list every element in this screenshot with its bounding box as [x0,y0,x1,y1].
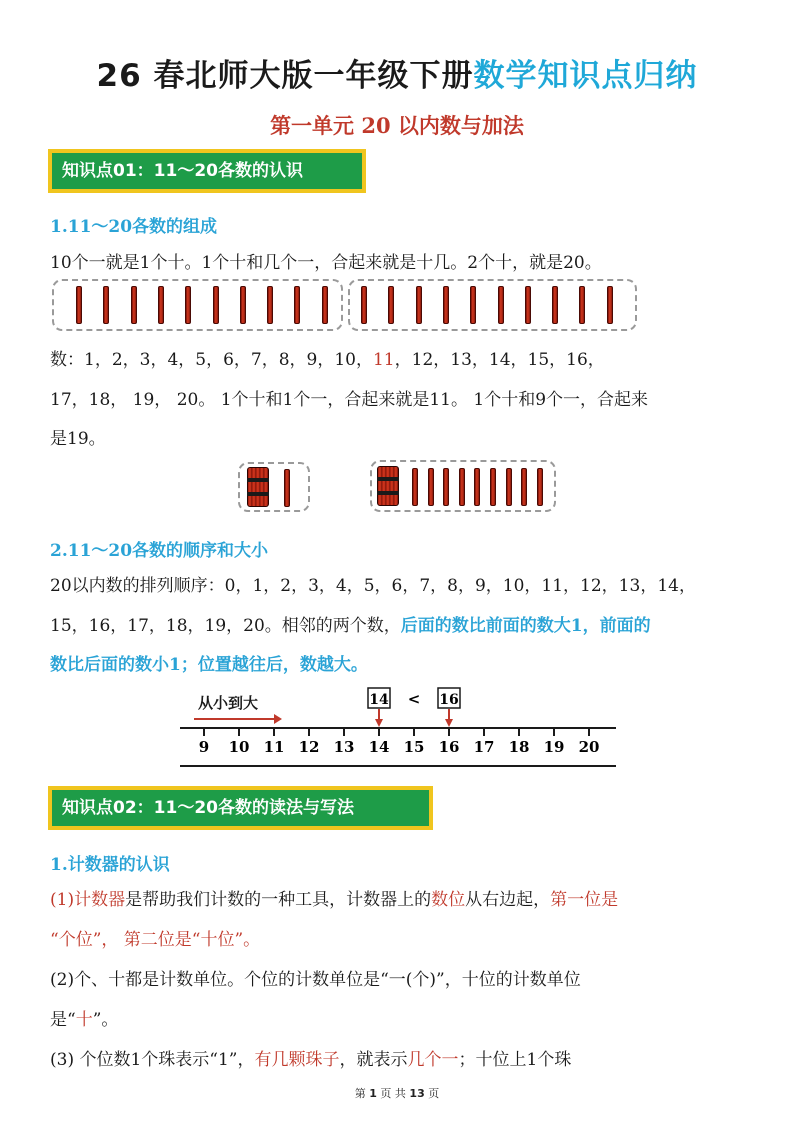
group-c-stick-icon [474,468,480,506]
number-line-figure [170,686,620,770]
ten-sticks-group [52,279,343,331]
group-b-stick-icon [525,286,531,324]
counter-line-1-c: 数位 [431,890,466,910]
tick-label: 9 [198,738,210,756]
compare-right-label: 16 [439,692,459,708]
counter-line-1-d: 从右边起， [465,890,551,910]
compare-left-label: 14 [369,692,389,708]
group-b-stick-icon [416,286,422,324]
bundle-of-ten-icon-2 [377,466,399,506]
counter-line-3: (2)个、十都是计数单位。个位的计数单位是“一(个)”，十位的计数单位 [50,970,581,990]
group-a-stick-icon [158,286,164,324]
compare-sign: < [407,690,421,708]
counter-line-5 [50,1050,571,1070]
number-line-compare [368,688,460,727]
counter-line-5-e: ；十位上1个珠 [458,1050,572,1070]
group-a-stick-icon [322,286,328,324]
count-line-1 [50,350,605,370]
tick-label: 10 [228,738,250,756]
footer-text-c: 页 [424,1087,440,1100]
group-b-stick-icon [470,286,476,324]
order-line-2-text: 15，16，17，18，19，20。相邻的两个数， [50,616,401,636]
composition-text: 10个一就是1个十。1个十和几个一，合起来就是十几。2个十，就是20。 [50,253,602,273]
unit-title: 第一单元 20 以内数与加法 [270,113,524,138]
page-title [0,50,794,95]
group-b-stick-icon [607,286,613,324]
group-a-stick-icon [185,286,191,324]
tick-label: 17 [473,738,495,756]
tick-label: 20 [578,738,600,756]
tick-label: 12 [298,738,320,756]
title-highlight: 数学知识点归纳 [473,58,698,94]
compare-right-pointer-icon [445,719,453,727]
counter-line-5-a: (3) 个位数1个珠表示“1”， [50,1050,255,1070]
counter-line-5-d: 几个一 [407,1050,459,1070]
group-a-stick-icon [240,286,246,324]
count-line-3: 是19。 [50,429,106,449]
group-c-stick-icon [506,468,512,506]
counter-line-1 [50,890,618,910]
tick-label: 16 [438,738,460,756]
bundle-19-group [370,460,556,512]
tick-label: 15 [403,738,425,756]
order-line-2-highlight: 后面的数比前面的数大1，前面的 [400,616,651,636]
group-b-stick-icon [443,286,449,324]
group-a-stick-icon [213,286,219,324]
counter-line-1-e: 第一位是 [550,890,619,910]
group-a-stick-icon [267,286,273,324]
count-line-1-text-a: 数：1，2，3，4，5，6，7，8，9，10， [50,350,373,370]
group-b-stick-icon [579,286,585,324]
footer-page-number: 1 [369,1087,377,1100]
ten-sticks-group-2 [348,279,637,331]
group-b-stick-icon [361,286,367,324]
footer-text-a: 第 [354,1087,370,1100]
footer-total-pages: 13 [409,1087,425,1100]
compare-left-pointer-icon [375,719,383,727]
tick-label: 13 [333,738,355,756]
count-line-1-text-b: ，12，13，14，15，16， [394,350,605,370]
counter-line-5-c: ，就表示 [339,1050,408,1070]
group-a-stick-icon [103,286,109,324]
direction-arrow-head-icon [274,714,282,724]
counter-line-2-b: 第二位是“十位”。 [118,930,261,950]
counter-line-4 [50,1010,118,1030]
single-stick-icon [284,469,290,507]
group-b-stick-icon [498,286,504,324]
group-c-stick-icon [412,468,418,506]
counter-line-1-b: 是帮助我们计数的一种工具，计数器上的 [125,890,432,910]
counter-line-2-a: “个位”， [50,930,119,950]
arrow-label: 从小到大 [198,694,259,712]
counter-line-1-a: (1)计数器 [50,890,126,910]
order-line-3-highlight: 数比后面的数小1；位置越往后，数越大。 [50,655,368,675]
section-heading-counter: 1.计数器的认识 [50,855,170,875]
section-heading-order: 2.11～20各数的顺序和大小 [50,541,269,561]
section-heading-composition: 1.11～20各数的组成 [50,217,218,237]
counter-line-4-a: 是“ [50,1010,76,1030]
counter-line-4-b: 十 [75,1010,93,1030]
group-c-stick-icon [459,468,465,506]
tick-label: 14 [368,738,390,756]
bundle-11-group [238,462,310,512]
number-line-ticks [199,728,600,756]
counter-line-2 [50,930,260,950]
order-line-2 [50,616,651,636]
group-c-stick-icon [428,468,434,506]
count-line-2: 17，18， 19， 20。 1个十和1个一，合起来就是11。 1个十和9个一，合起来 [50,390,649,410]
knowledge-point-1-banner: 知识点01：11～20各数的认识 [48,149,366,193]
group-b-stick-icon [388,286,394,324]
group-c-stick-icon [537,468,543,506]
count-line-1-highlight: 11 [372,350,395,370]
page-footer [0,1085,794,1101]
group-b-stick-icon [552,286,558,324]
tick-label: 19 [543,738,565,756]
group-c-stick-icon [443,468,449,506]
tick-label: 18 [508,738,530,756]
group-c-stick-icon [490,468,496,506]
title-prefix: 26 春北师大版一年级下册 [96,58,474,94]
knowledge-point-2-banner: 知识点02：11～20各数的读法与写法 [48,786,433,830]
counter-line-4-c: ”。 [92,1010,119,1030]
group-a-stick-icon [294,286,300,324]
order-line-3 [50,655,368,675]
counter-line-5-b: 有几颗珠子 [254,1050,340,1070]
tick-label: 11 [263,738,285,756]
footer-text-b: 页 共 [376,1087,410,1100]
group-a-stick-icon [76,286,82,324]
bundle-of-ten-icon [247,467,269,507]
group-c-stick-icon [521,468,527,506]
order-line-1: 20以内数的排列顺序：0，1，2，3，4，5，6，7，8，9，10，11，12，13，14， [50,576,696,596]
group-a-stick-icon [131,286,137,324]
